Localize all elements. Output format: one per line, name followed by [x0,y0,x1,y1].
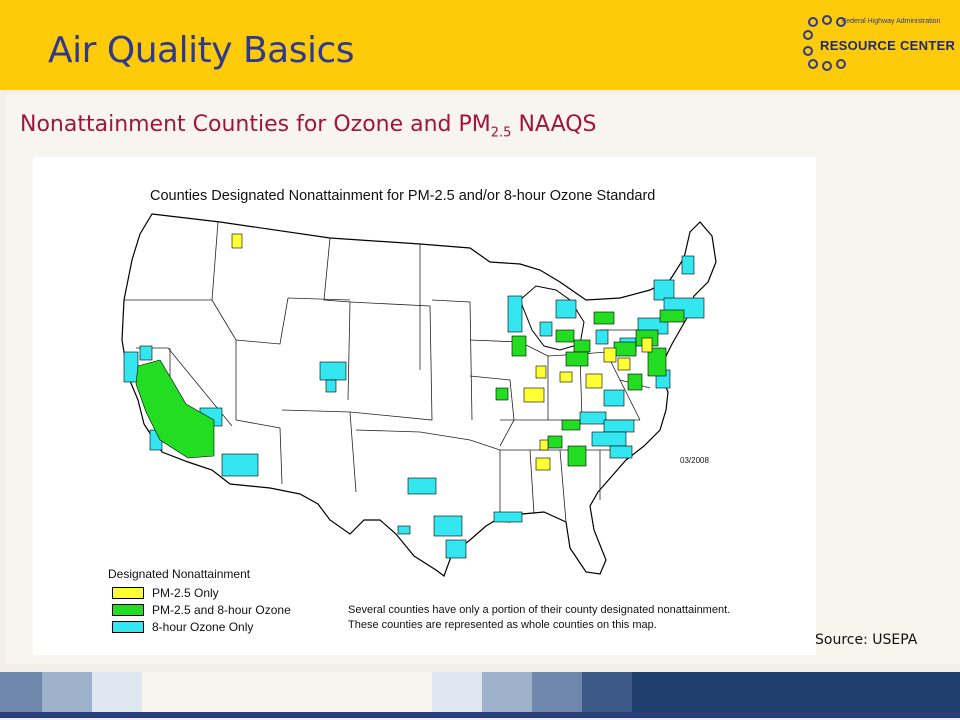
footer-block [0,672,42,712]
logo-name-text: RESOURCE CENTER [820,38,956,53]
footer-block [432,672,482,712]
footer-bar [0,672,960,720]
legend-label: PM-2.5 Only [152,586,219,600]
footer-block [142,672,432,712]
legend-swatch [112,621,144,633]
slide-title: Air Quality Basics [48,30,355,71]
subtitle-tail: NAAQS [511,112,597,137]
map-note-line-1: Several counties have only a portion of their county designated nonattainment. [348,604,731,616]
map-date: 03/2008 [680,456,709,465]
logo-agency-text: Federal Highway Administration [842,18,941,25]
footer-block [632,672,960,712]
footer-block [42,672,92,712]
legend-label: 8-hour Ozone Only [152,620,254,634]
legend-swatch [112,587,144,599]
source-credit: Source: USEPA [815,632,918,648]
footer-block [532,672,582,712]
map-title: Counties Designated Nonattainment for PM-2.5 and/or 8-hour Ozone Standard [150,188,656,204]
footer-line [0,712,960,718]
subtitle-subscript: 2.5 [490,125,512,141]
subtitle-main: Nonattainment Counties for Ozone and PM [20,112,491,137]
legend-label: PM-2.5 and 8-hour Ozone [152,603,291,617]
legend-swatch [112,604,144,616]
footer-block [92,672,142,712]
footer-block [582,672,632,712]
us-outline [122,214,716,576]
footer-block [482,672,532,712]
map-note-line-2: These counties are represented as whole counties on this map. [348,619,657,631]
legend-title: Designated Nonattainment [108,567,251,581]
